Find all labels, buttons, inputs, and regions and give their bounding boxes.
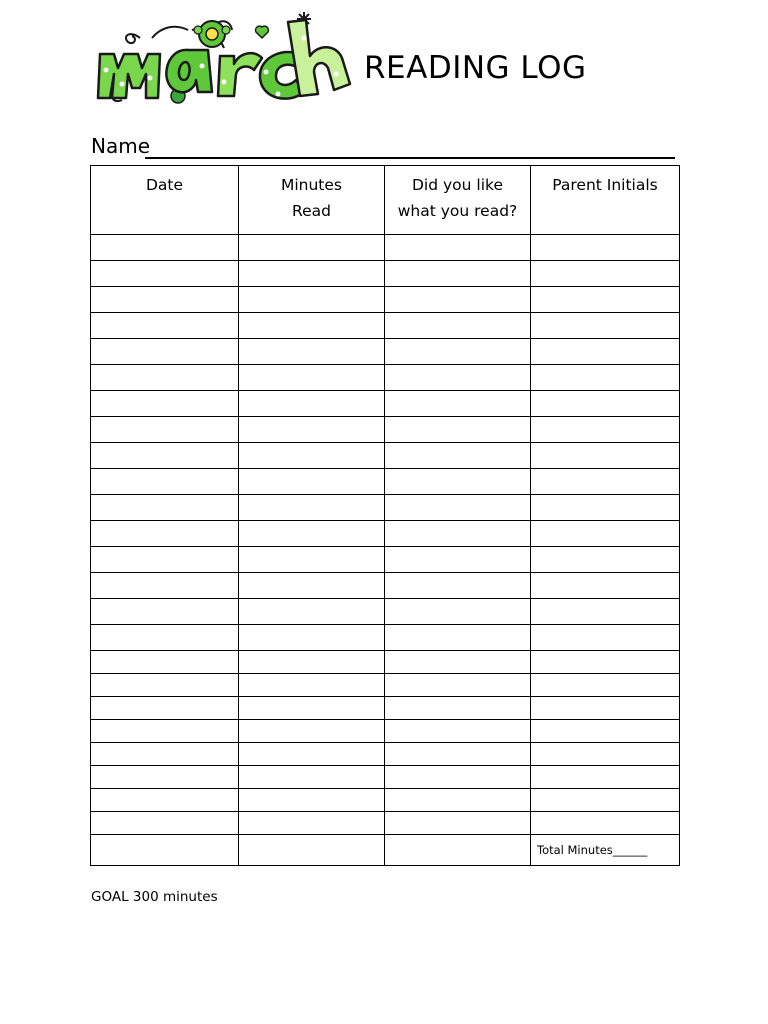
table-cell[interactable] [531,365,680,391]
table-cell[interactable] [385,812,531,835]
table-cell[interactable] [385,391,531,417]
table-cell[interactable] [385,599,531,625]
table-cell[interactable] [239,443,385,469]
table-row [91,339,680,365]
table-cell[interactable] [531,391,680,417]
table-cell[interactable] [385,743,531,766]
table-cell[interactable] [91,339,239,365]
table-cell[interactable] [531,469,680,495]
column-header-minutes-read: Minutes Read [239,166,385,235]
table-cell[interactable] [385,789,531,812]
table-row [91,469,680,495]
name-label: Name [91,134,151,158]
table-row [91,417,680,443]
reading-log-table [90,165,680,866]
table-cell[interactable] [239,674,385,697]
table-cell[interactable] [91,235,239,261]
table-cell[interactable] [239,573,385,599]
table-cell[interactable] [239,339,385,365]
table-row [91,743,680,766]
table-cell[interactable] [239,599,385,625]
table-cell[interactable] [531,697,680,720]
table-cell[interactable] [239,835,385,866]
table-row [91,365,680,391]
table-row [91,674,680,697]
table-cell[interactable] [385,697,531,720]
table-cell[interactable] [239,495,385,521]
table-cell[interactable] [91,469,239,495]
march-logo [92,8,354,110]
table-cell[interactable] [531,417,680,443]
table-cell[interactable] [91,495,239,521]
letter-r [218,53,262,96]
table-row [91,261,680,287]
table-cell[interactable] [91,835,239,866]
table-cell[interactable] [91,697,239,720]
table-cell[interactable] [385,443,531,469]
table-cell[interactable] [531,573,680,599]
table-cell[interactable] [91,720,239,743]
table-cell[interactable] [385,625,531,651]
table-cell[interactable] [91,599,239,625]
name-line [145,157,675,159]
table-cell[interactable] [239,720,385,743]
table-cell[interactable] [531,812,680,835]
heart-icon [256,26,269,38]
header-row [91,166,680,235]
table-cell[interactable] [239,313,385,339]
table-row [91,573,680,599]
table-cell[interactable] [531,495,680,521]
letter-a [166,50,212,92]
letter-h [288,20,350,96]
table-cell[interactable] [531,766,680,789]
total-minutes-cell[interactable]: Total Minutes______ [531,835,680,866]
table-row [91,599,680,625]
table-cell[interactable] [239,235,385,261]
table-cell[interactable] [91,743,239,766]
table-cell[interactable] [531,261,680,287]
name-field[interactable] [91,134,675,162]
column-header-did-you-like: Did you like what you read? [385,166,531,235]
table-cell[interactable] [385,835,531,866]
table-cell[interactable] [385,521,531,547]
table-cell[interactable] [385,720,531,743]
table-cell[interactable] [239,521,385,547]
table-cell[interactable] [385,339,531,365]
table-cell[interactable] [239,547,385,573]
table-row [91,789,680,812]
table-cell[interactable] [531,720,680,743]
table-row [91,313,680,339]
table-cell[interactable] [385,417,531,443]
table-cell[interactable] [531,599,680,625]
table-cell[interactable] [91,625,239,651]
table-cell[interactable] [531,287,680,313]
page-title: READING LOG [364,50,587,86]
column-header-date: Date [91,166,239,235]
table-cell[interactable] [91,521,239,547]
table-cell[interactable] [385,573,531,599]
table-row [91,812,680,835]
table-cell[interactable] [91,812,239,835]
table-row [91,495,680,521]
table-cell[interactable] [91,391,239,417]
table-cell[interactable] [239,417,385,443]
table-cell[interactable] [531,547,680,573]
table-cell[interactable] [239,365,385,391]
table-cell[interactable] [531,235,680,261]
table-row [91,235,680,261]
table-row [91,287,680,313]
goal-text: GOAL 300 minutes [91,889,218,905]
table-cell[interactable] [531,674,680,697]
table-cell[interactable] [385,313,531,339]
table-cell[interactable] [531,789,680,812]
table-cell[interactable] [91,789,239,812]
table-cell[interactable] [385,365,531,391]
table-row [91,625,680,651]
table-cell[interactable] [239,469,385,495]
table-row [91,697,680,720]
table-row [91,443,680,469]
table-row [91,547,680,573]
table-cell[interactable] [385,674,531,697]
flower-icon [194,21,230,47]
table-cell[interactable] [91,547,239,573]
table-cell[interactable] [91,313,239,339]
table-cell[interactable] [239,261,385,287]
total-row [91,835,680,866]
table-cell[interactable] [239,766,385,789]
table-cell[interactable] [239,789,385,812]
table-row [91,391,680,417]
table-cell[interactable] [239,651,385,674]
table-cell[interactable] [239,287,385,313]
table-cell[interactable] [531,651,680,674]
table-cell[interactable] [91,674,239,697]
table-cell[interactable] [239,812,385,835]
table-cell[interactable] [91,651,239,674]
table-cell[interactable] [531,443,680,469]
table-cell[interactable] [385,495,531,521]
table-row [91,766,680,789]
table-cell[interactable] [91,766,239,789]
table-cell[interactable] [385,766,531,789]
table-cell[interactable] [385,235,531,261]
table-cell[interactable] [385,261,531,287]
table-cell[interactable] [91,573,239,599]
table-row [91,521,680,547]
table-cell[interactable] [385,469,531,495]
table-row [91,720,680,743]
table-cell[interactable] [531,339,680,365]
table-cell[interactable] [91,261,239,287]
table-cell[interactable] [531,313,680,339]
table-cell[interactable] [385,547,531,573]
table-cell[interactable] [239,743,385,766]
table-cell[interactable] [91,365,239,391]
table-cell[interactable] [91,417,239,443]
table-row [91,651,680,674]
column-header-parent-initials: Parent Initials [531,166,680,235]
table-cell[interactable] [239,391,385,417]
table-cell[interactable] [91,287,239,313]
table-cell[interactable] [239,697,385,720]
table-cell[interactable] [385,651,531,674]
table-cell[interactable] [239,625,385,651]
table-cell[interactable] [531,521,680,547]
table-cell[interactable] [531,743,680,766]
table-cell[interactable] [531,625,680,651]
table-cell[interactable] [385,287,531,313]
table-cell[interactable] [91,443,239,469]
